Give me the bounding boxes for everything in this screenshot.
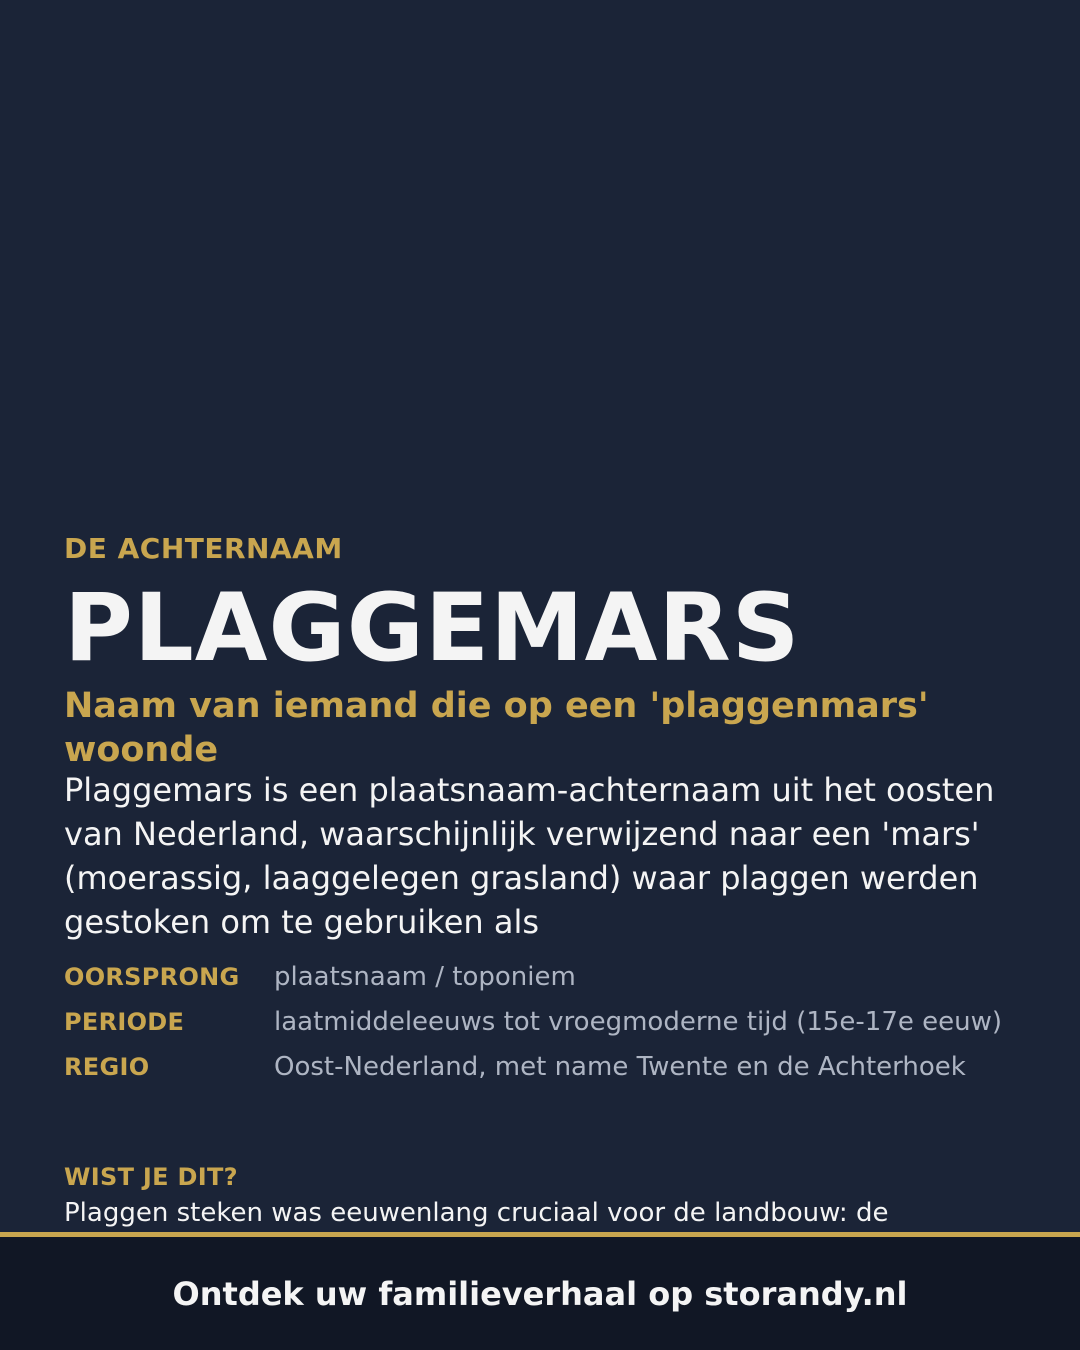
trivia-heading: WIST JE DIT? — [64, 1163, 238, 1191]
surname-card — [64, 0, 1016, 1232]
footer-bar — [0, 1237, 1080, 1350]
surname-title: PLAGGEMARS — [64, 574, 801, 683]
fact-key: OORSPRONG — [64, 963, 240, 991]
surname-meaning: Naam van iemand die op een 'plaggenmars' woonde — [64, 686, 929, 770]
surname-description: Plaggemars is een plaatsnaam-achternaam uit het oosten van Nederland, waarschijnlijk verwijzend naar een 'mars' (moerassig, laaggelegen grasland) waar plaggen werden gestoken om te gebruiken als — [64, 771, 995, 941]
eyebrow-label: DE ACHTERNAAM — [64, 532, 343, 565]
fact-row-period — [64, 1007, 1016, 1037]
fact-value: plaatsnaam / toponiem — [274, 962, 576, 992]
fact-key: REGIO — [64, 1053, 150, 1081]
trivia-text: Plaggen steken was eeuwenlang cruciaal voor de landbouw: de — [64, 1198, 889, 1228]
facts-list — [64, 962, 1016, 1097]
fact-row-origin — [64, 962, 1016, 992]
fact-key: PERIODE — [64, 1008, 185, 1036]
fact-row-region — [64, 1052, 1016, 1082]
fact-value: laatmiddeleeuws tot vroegmoderne tijd (15e-17e eeuw) — [274, 1007, 1003, 1037]
footer-cta: Ontdek uw familieverhaal op storandy.nl — [172, 1274, 908, 1313]
fact-value: Oost-Nederland, met name Twente en de Achterhoek — [274, 1052, 966, 1082]
